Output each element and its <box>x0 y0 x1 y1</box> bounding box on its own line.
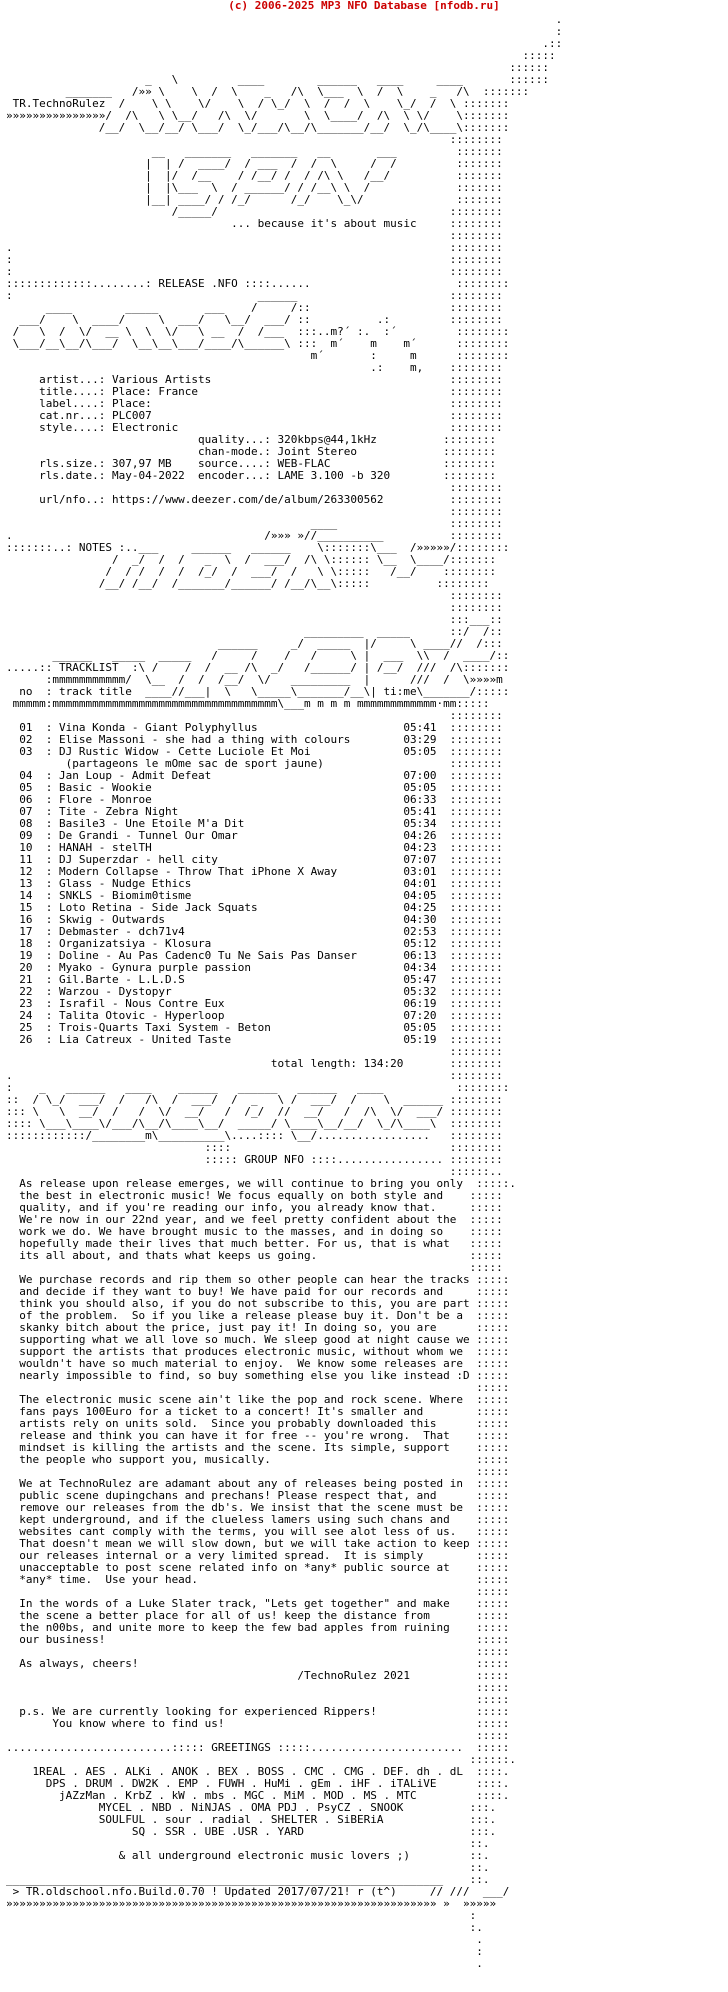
nfo-text: . : .:: ::::: :::::: _ \ ____ ______ ____ ____ :::::: _______ /»» \ \ / \ _ /\ \___ \ / \ _ /\ ::::::: TR.TechnoRulez / \ \ \/ \ / \_/ \ / / \ \_/ / \ ::::::: »»»»»»»»»»»»»»»/ /\ \ \__/ /\ \/ \ \____/ /\ \ \/ \::::::: /__/ \__/__/ \___/ \_/___/\__/\_______/__/ \_/\____\::::::: :::::::: __ _______ _______ __ ___ ::::::: | | / ____/ / ___ / / \ / / ::::::: | |/ /__ / /__/ / / /\ \ /__/ ::::::: | |\___ \ / ______/ / /__\ \ / ::::::: |__| ____/ / /_/ /_/ \_\/ ::::::: /_____/ :::::::: ... because it's about music :::::::: :::::::: . :::::::: : :::::::: : :::::::: :::::::::::::........: RELEASE .NFO ::::...... :::::::: : ______ :::::::: ____ _____ ___ / /:: :::::::: ___/ \ ____/ \ ___/ \__/ ___/ :: .: :::::::: / \ / \/ __ \ \ \/ \ __ / /___ :::..m?´ :. :´ :::::::: \___/__\__/\___/ \__\__\___/____/\______\ ::: m´ m m´ :::::::: m´ : m :::::::: .: m, :::::::: artist...: Various Artists :::::::: title....: Place: France :::::::: label....: Place: :::::::: cat.nr...: PLC007 :::::::: style....: Electronic :::::::: quality...: 320kbps@44,1kHz :::::::: chan-mode.: Joint Stereo :::::::: rls.size.: 307,97 MB source....: WEB-FLAC :::::::: rls.date.: May-04-2022 encoder...: LAME 3.100 -b 320 :::::::: :::::::: url/nfo..: https://www.deezer.com/de/album/263300562 :::::::: :::::::: ____ :::::::: . /»»» »//__________ :::::::: :::::::..: NOTES :..___ ______ ______ \:::::::\___ /»»»»»/:::::::: / _/ / / _ \ / ___/ /\ \:::::: \__ \____/::::::: / / / / / /_/ / ___/ / \ \::::: /__/ :::::::: /__/ /__/ /_______/______/ /__/\__\::::: :::::::: :::::::: :::::::: :::___:: _________ _____ ::/ /:: ______ _/ _____ |/ \ ____// /::: ______ _____ _____ / / / / \ | ___ \\ / ____/:: .....:: TRACKLIST :\ / / / __ /\ _/ /______/ | /__/ /// /\::::::: :mmmmmmmmmmm/ \__ / / /__/ \/ _________ | /// / \»»»»m no : track title ____//___| \ \_____\_______/__\| ti:me\_______/::::: mmmmm:mmmmmmmmmmmmmmmmmmmmmmmmmmmmmmmmmm\___m m m m mmmmmmmmmmmm·mm::::: :::::::: 01 : Vina Konda - Giant Polyphyllus 05:41 :::::::: 02 : Elise Massoni - she had a thing with colours 03:29 :::::::: 03 : DJ Rustic Widow - Cette Luciole Et Moi 05:05 :::::::: (partageons le mOme sac de sport jaune) :::::::: 04 : Jan Loup - Admit Defeat 07:00 :::::::: 05 : Basic - Wookie 05:05 :::::::: 06 : Flore - Monroe 06:33 :::::::: 07 : Tite - Zebra Night 05:41 :::::::: 08 : Basile3 - Une Etoile M'a Dit 05:34 :::::::: 09 : De Grandi - Tunnel Our Omar 04:26 :::::::: 10 : HANAH - stelTH 04:23 :::::::: 11 : DJ Superzdar - hell city 07:07 :::::::: 12 : Modern Collapse - Throw That iPhone X Away 03:01 :::::::: 13 : Glass - Nudge Ethics 04:01 :::::::: 14 : SNKLS - Biomim0tisme 04:05 :::::::: 15 : Loto Retina - Side Jack Squats 04:25 :::::::: 16 : Skwig - Outwards 04:30 :::::::: 17 : Debmaster - dch71v4 02:53 :::::::: 18 : Organizatsiya - Klosura 05:12 :::::::: 19 : Doline - Au Pas Cadenc0 Tu Ne Sais Pas Danser 06:13 :::::::: 20 : Myako - Gynura purple passion 04:34 :::::::: 21 : Gil.Barte - L.L.D.S 05:47 :::::::: 22 : Warzou - Dystopyr 05:32 :::::::: 23 : Israfil - Nous Contre Eux 06:19 :::::::: 24 : Talita Otovic - Hyperloop 07:20 :::::::: 25 : Trois-Quarts Taxi System - Beton 05:05 :::::::: 26 : Lia Catreux - United Taste 05:19 :::::::: :::::::: total length: 134:20 :::::::: . :::::::: : _ ______ ____ ______ ______ ______ ____ :::::::: :: / \_/ ___/ / /\ / ___/ / _ \ / ___/ / \ ______ :::::::: ::: \ \ __/ / / \/ __/ / /_/ // __/ / /\ \/ ___/ :::::::: :::: \___\____\/___/\__/\____\__/ _____/ \____\__/__/ \_/\____\ :::::::: ::::::::::::/________m\__________\....:::: \__/................. :::::::: :::: :::::::: ::::: GROUP NFO ::::................ :::::::: ::::::.. As release upon release emerges, we will continue to bring you only :::::. the best in electronic music! We focus equally on both style and ::::: quality, and if you're reading our info, you already know that. ::::: We're now in our 22nd year, and we feel pretty confident about the ::::: work we do. We have brought music to the masses, and in doing so ::::: hopefully made their lives that much better. For us, that is what ::::: its all about, and thats what keeps us going. ::::: ::::: We purchase records and rip them so other people can hear the tracks ::::: and decide if they want to buy! We have paid for our records and ::::: think you should also, if you do not subscribe to this, you are part ::::: of the problem. So if you like a release please buy it. Don't be a ::::: skanky bitch about the price, just pay it! In doing so, you are ::::: supporting what we all love so much. We sleep good at night cause we ::::: support the artists that produces electronic music, without whom we ::::: wouldn't have so much material to enjoy. We know some releases are ::::: nearly impossible to find, so buy something else you like instead :D ::::: ::::: The electronic music scene ain't like the pop and rock scene. Where ::::: fans pays 100Euro for a ticket to a concert! It's smaller and ::::: artists rely on units sold. Since you probably downloaded this ::::: release and think you can have it for free -- you're wrong. That ::::: mindset is killing the artists and the scene. Its simple, support ::::: the people who support you, musically. ::::: ::::: We at TechnoRulez are adamant about any of releases being posted in ::::: public scene dupingchans and prechans! Please respect that, and ::::: remove our releases from the db's. We insist that the scene must be ::::: kept underground, and if the clueless lamers using such chans and ::::: websites cant comply with the terms, you will see alot less of us. ::::: That doesn't mean we will slow down, but we will take action to keep ::::: our releases internal or a very limited spread. It is simply ::::: unacceptable to post scene related info on *any* public source at ::::: *any* time. Use your head. ::::: ::::: In the words of a Luke Slater track, "Lets get together" and make ::::: the scene a better place for all of us! keep the distance from ::::: the n00bs, and unite more to keep the few bad apples from ruining ::::: our business! ::::: ::::: As always, cheers! ::::: /TechnoRulez 2021 ::::: ::::: ::::: p.s. We are currently looking for experienced Rippers! ::::: You know where to find us! ::::: ::::: .........................::::: GREETINGS :::::....................... ::::: ::::::. 1REAL . AES . ALKi . ANOK . BEX . BOSS . CMC . CMG . DEF. dh . dL ::::. DPS . DRUM . DW2K . EMP . FUWH . HuMi . gEm . iHF . iTALiVE ::::. jAZzMan . KrbZ . kW . mbs . MGC . MiM . MOD . MS . MTC ::::. MYCEL . NBD . NiNJAS . OMA PDJ . PsyCZ . SNOOK :::. SOULFUL . sour . radial . SHELTER . SiBERiA :::. SQ . SSR . UBE .USR . YARD :::. ::. & all underground electronic music lovers ;) ::. ::. __________________________________________________________________ ::. > TR.oldschool.nfo.Build.0.70 ! Updated 2017/07/21! r (t^) // /// ___/ »»»»»»»»»»»»»»»»»»»»»»»»»»»»»»»»»»»»»»»»»»»»»»»»»»»»»»»»»»»»»»»»» » »»»»» : :. . : . <box>6 13 563 1970</box>
site-header: (c) 2006-2025 MP3 NFO Database [nfodb.ru] <box>228 0 500 12</box>
